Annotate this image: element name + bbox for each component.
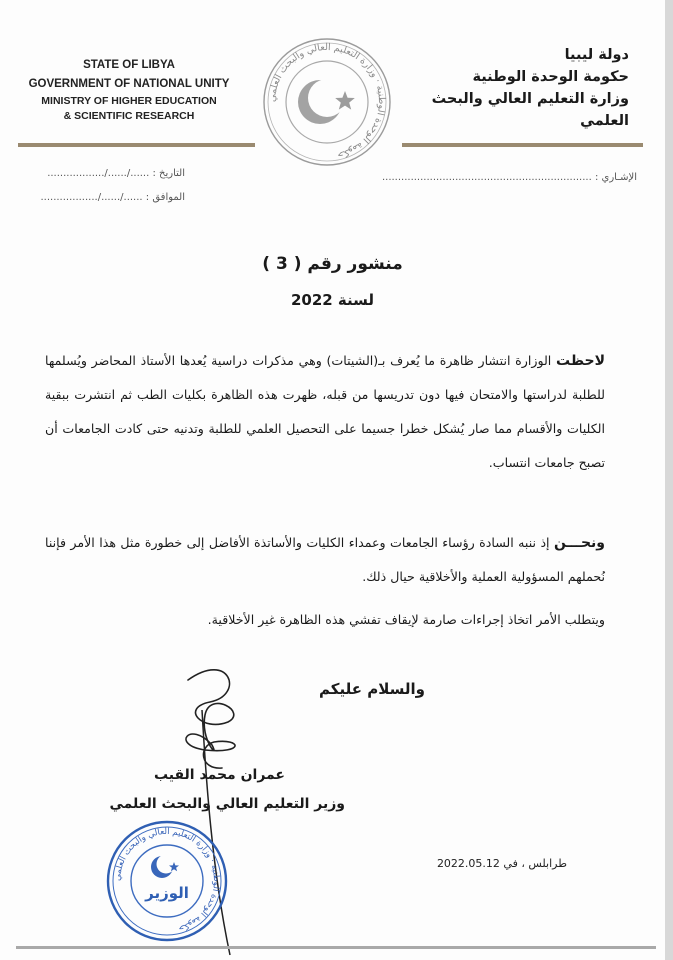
index-label: الإشـاري :: [594, 172, 637, 183]
index-field: [382, 172, 637, 183]
arabic-letterhead: [399, 44, 629, 132]
paragraph-2-body: إذ ننبه السادة رؤساء الجامعات وعمداء الكليات والأساتذة الأفاضل إلى خطورة مثل هذا الأمر فإننا نُحملهم المسؤولية العملية والأخلاقية حيال ذلك.: [45, 535, 605, 584]
arabic-ministry: وزارة التعليم العالي والبحث العلمي: [431, 91, 629, 129]
hijri-value: ....../....../..................: [40, 192, 143, 203]
hijri-date-field: [40, 192, 185, 203]
footer-rule: [16, 946, 656, 949]
index-value: ..................................................................: [381, 172, 592, 183]
hijri-label: الموافق :: [145, 192, 185, 203]
stamp-crescent-star-icon: [151, 855, 179, 879]
arabic-country: دولة ليبيا: [564, 47, 629, 63]
signatory-title: وزير التعليم العالي والبحث العلمي: [109, 796, 345, 812]
english-country: STATE OF LIBYA: [83, 59, 175, 71]
paragraph-1-lead: لاحظت: [556, 353, 605, 369]
header-rule-left: [18, 143, 255, 147]
circular-title: منشور رقم ( 3 ): [262, 254, 403, 274]
header-rule-right: [402, 143, 643, 147]
closing-greeting: والسلام عليكم: [319, 680, 425, 698]
signatory-name: عمران محمد القيب: [153, 767, 285, 783]
crescent-star-icon: [298, 79, 355, 124]
paragraph-1-body: الوزارة انتشار ظاهرة ما يُعرف بـ(الشيتات) وهي مذكرات دراسية يُعدها الأستاذ المحاضر ويُسلمها للطلبة لدراستها والامتحان فيها دون تدريسها من قبله، ظهرت هذه الظاهرة بكليات الطب ثم انتشرت ببقية الكليات والأقسام مما صار يُشكل خطرا جسيما على التحصيل العلمي للطلبة وتدنيه حتى كادت الجامعات أن تصبح جامعات انتساب.: [45, 353, 605, 470]
english-government: GOVERNMENT OF NATIONAL UNITY: [28, 78, 230, 90]
paragraph-3: ويتطلب الأمر اتخاذ إجراءات صارمة لإيقاف تفشي هذه الظاهرة غير الأخلاقية.: [207, 612, 605, 627]
date-label: التاريخ :: [152, 168, 185, 179]
page-edge: [665, 0, 673, 960]
stamp-ring-text: حكومة الوحدة الوطنية · وزارة التعليم العالي والبحث العلمي: [112, 826, 222, 934]
paragraph-2-lead: ونحـــن: [553, 535, 605, 551]
paragraph-2: [45, 526, 605, 594]
stamp-title: الوزير: [145, 884, 189, 902]
emblem-ring-text: حكومة الوحدة الوطنية · وزارة التعليم العالي والبحث العلمي: [266, 41, 388, 161]
date-value: ....../....../..................: [47, 168, 150, 179]
arabic-government: حكومة الوحدة الوطنية: [472, 69, 629, 85]
english-letterhead: [16, 56, 242, 124]
ministry-stamp: [104, 818, 230, 944]
english-ministry-line1: MINISTRY OF HIGHER EDUCATION: [41, 95, 217, 107]
paragraph-1: [45, 344, 605, 480]
english-ministry-line2: & SCIENTIFIC RESEARCH: [63, 110, 195, 122]
issue-date: طرابلس ، في 2022.05.12: [436, 857, 567, 870]
circular-year: لسنة 2022: [290, 291, 375, 309]
date-field: [47, 168, 185, 179]
government-emblem: [257, 37, 397, 167]
